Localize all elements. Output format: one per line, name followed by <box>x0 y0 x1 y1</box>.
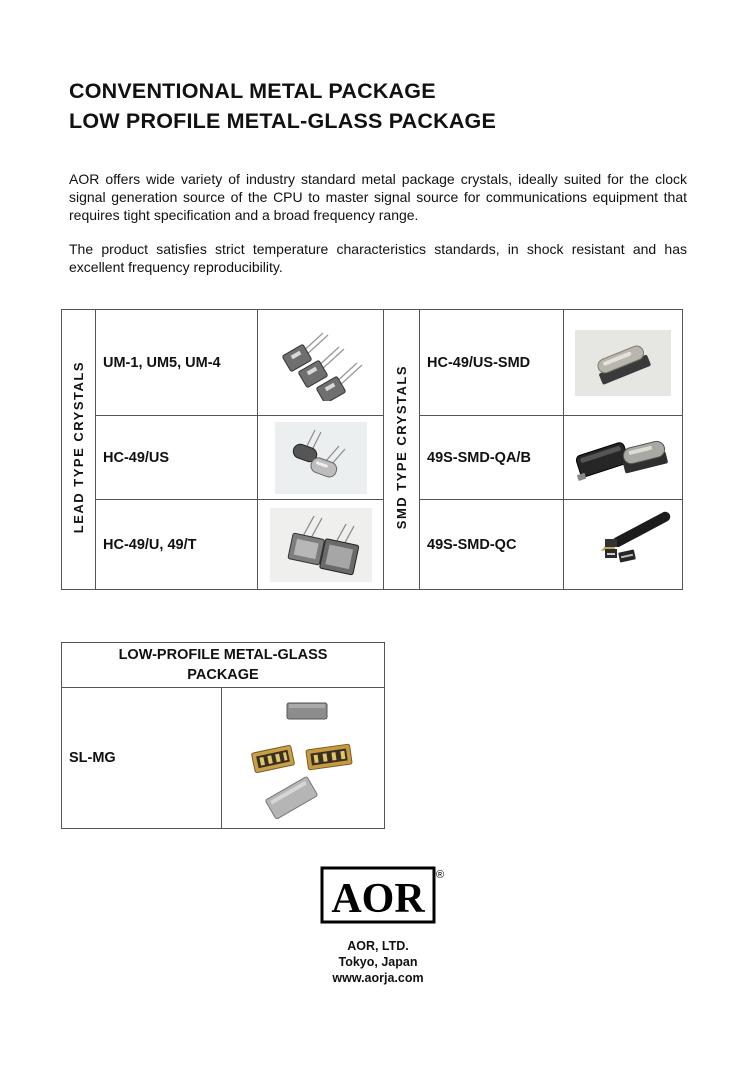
intro-paragraph-2: The product satisfies strict temperature characteristics standards, in shock resistant and has excellent frequency reproducibility. <box>69 241 687 275</box>
smd-item-49s-smd-qc: 49S-SMD-QC <box>420 500 564 590</box>
company-footer <box>0 938 756 986</box>
glass-item-slmg: SL-MG <box>62 688 222 829</box>
metal-glass-table <box>61 642 385 829</box>
smd-item-49s-smd-qab: 49S-SMD-QA/B <box>420 416 564 500</box>
hc49us-photo <box>275 422 367 494</box>
lead-item-hc49us: HC-49/US <box>96 416 258 500</box>
aor-logo-text: AOR <box>331 876 425 922</box>
photo-cell <box>258 310 384 416</box>
photo-cell <box>222 688 385 829</box>
smd-item-hc49us-smd: HC-49/US-SMD <box>420 310 564 416</box>
table-row <box>62 310 683 416</box>
table-row <box>62 643 385 688</box>
aor-logo <box>320 866 448 924</box>
photo-cell <box>258 500 384 590</box>
um-crystals-photo <box>279 325 363 401</box>
metal-glass-header: LOW-PROFILE METAL-GLASS PACKAGE <box>62 643 385 688</box>
sl-mg-photo <box>247 697 359 819</box>
company-name: AOR, LTD. <box>347 939 409 953</box>
smd-type-header <box>384 310 420 590</box>
company-website: www.aorja.com <box>332 971 424 985</box>
smd-type-label: SMD TYPE CRYSTALS <box>394 365 409 530</box>
crystals-table <box>61 309 683 590</box>
photo-cell <box>564 310 683 416</box>
hc49u-photo <box>270 508 372 582</box>
table-row <box>62 688 385 829</box>
intro-paragraph-1: AOR offers wide variety of industry standard metal package crystals, ideally suited for the clock signal generation source of the CPU to master signal source for communications equipment that requires tight specification and a broad frequency range. <box>69 171 687 223</box>
table-row <box>62 500 683 590</box>
lead-type-header <box>62 310 96 590</box>
photo-cell <box>258 416 384 500</box>
table-row <box>62 416 683 500</box>
registered-mark: ® <box>436 869 445 881</box>
company-location: Tokyo, Japan <box>338 955 418 969</box>
lead-item-hc49u: HC-49/U, 49/T <box>96 500 258 590</box>
photo-cell <box>564 416 683 500</box>
49s-smd-qc-photo <box>571 509 675 581</box>
page-title <box>69 76 496 136</box>
49s-smd-qab-photo <box>571 427 675 489</box>
title-line-2: LOW PROFILE METAL-GLASS PACKAGE <box>69 109 497 133</box>
hc49us-smd-photo <box>575 330 671 396</box>
lead-type-label: LEAD TYPE CRYSTALS <box>71 361 86 534</box>
title-line-1: CONVENTIONAL METAL PACKAGE <box>69 79 436 103</box>
photo-cell <box>564 500 683 590</box>
lead-item-um: UM-1, UM5, UM-4 <box>96 310 258 416</box>
